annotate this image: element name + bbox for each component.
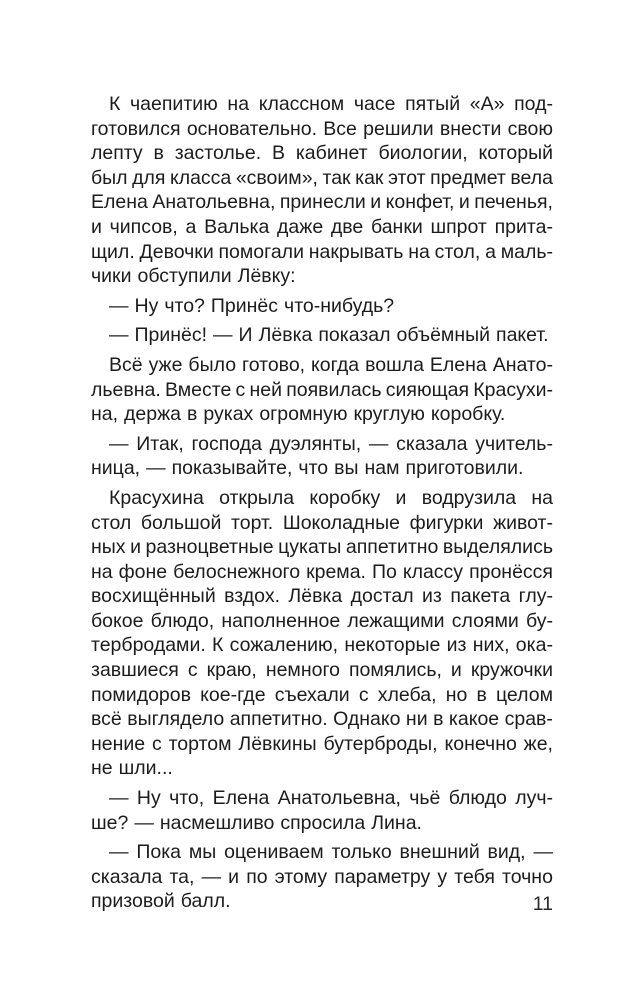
text-line: был для класса «своим», так как этот предмет вела: [91, 166, 553, 189]
text-line: — Ну что? Принёс что-нибудь?: [109, 294, 395, 317]
text-line: — Принёс! — И Лёвка показал объёмный пакет.: [109, 324, 549, 347]
text-line: не шли...: [91, 757, 173, 780]
paragraph: [91, 786, 553, 835]
paragraph: [91, 294, 553, 319]
paragraph: [91, 92, 553, 289]
text-line: призовой балл.: [91, 890, 231, 913]
text-line: всё выглядело аппетитно. Однако ни в какое срав-: [91, 708, 553, 731]
text-line: щил. Девочки помогали накрывать на стол, а маль-: [91, 240, 553, 263]
text-line: Елена Анатольевна, принесли и конфет, и печенья,: [91, 191, 553, 214]
body-text: [91, 92, 553, 914]
text-line: восхищённый вздох. Лёвка достал из пакета глу-: [91, 585, 553, 608]
text-line: — Ну что, Елена Анатольевна, чьё блюдо луч-: [109, 787, 553, 810]
paragraph: [91, 353, 553, 427]
paragraph: [91, 486, 553, 781]
text-line: сказала та, — и по этому параметру у тебя точно: [91, 865, 553, 888]
text-line: чики обступили Лёвку:: [91, 265, 296, 288]
text-line: на фоне белоснежного крема. По классу пронёсся: [91, 560, 553, 583]
text-line: Красухина открыла коробку и водрузила на: [109, 486, 553, 509]
text-line: льевна. Вместе с ней появилась сияющая Красухи-: [91, 378, 553, 401]
text-line: помидоров кое-где съехали с хлеба, но в целом: [91, 683, 553, 706]
text-line: завшиеся с краю, немного помялись, и кружочки: [91, 659, 553, 682]
text-line: К чаепитию на классном часе пятый «А» под-: [109, 93, 553, 115]
text-line: — Пока мы оцениваем только внешний вид, —: [109, 841, 553, 864]
text-line: ше? — насмешливо спросила Лина.: [91, 811, 422, 834]
text-line: тербродами. К сожалению, некоторые из них, ока-: [91, 634, 553, 657]
text-line: готовился основательно. Все решили внести свою: [91, 117, 553, 140]
text-line: и чипсов, а Валька даже две банки шпрот прита-: [91, 215, 553, 238]
text-line: ница, — показывайте, что вы нам приготовили.: [91, 457, 524, 480]
text-line: стол большой торт. Шоколадные фигурки живот-: [91, 511, 553, 534]
paragraph: [91, 432, 553, 481]
text-line: нение с тортом Лёвкины бутерброды, конечно же,: [91, 732, 553, 755]
paragraph: [91, 323, 553, 348]
text-line: бокое блюдо, наполненное лежащими слоями бу-: [91, 609, 553, 632]
text-line: ных и разноцветные цукаты аппетитно выделялись: [91, 536, 553, 559]
text-line: лепту в застолье. В кабинет биологии, который: [91, 142, 553, 165]
page-number: 11: [532, 893, 553, 915]
text-line: Всё уже было готово, когда вошла Елена Анато-: [109, 353, 553, 376]
paragraph: [91, 840, 553, 914]
text-line: — Итак, господа дуэлянты, — сказала учитель-: [109, 432, 553, 455]
text-line: на, держа в руках огромную круглую коробку.: [91, 403, 506, 426]
